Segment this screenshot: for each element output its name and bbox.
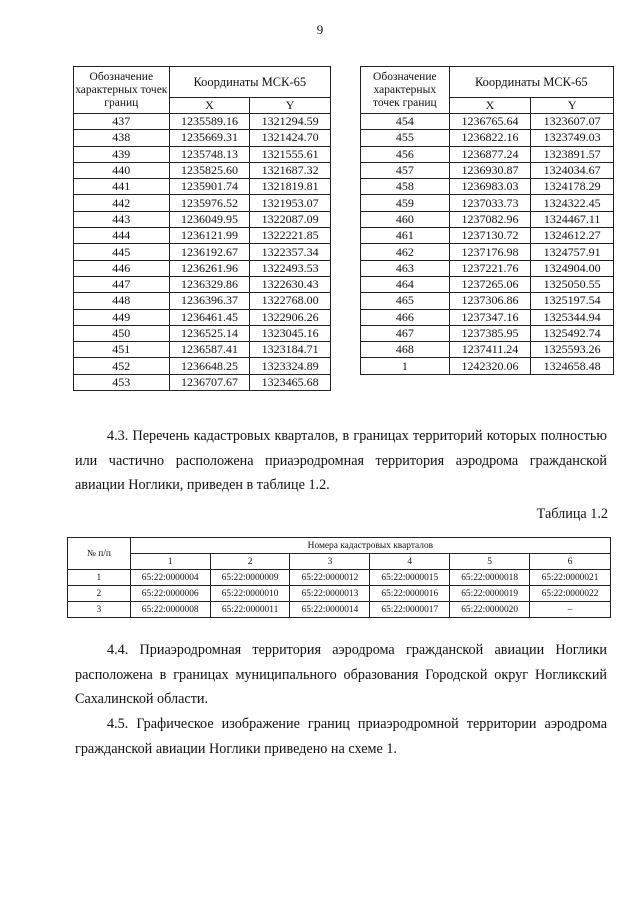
- cell-cadastral-number: 65:22:0000011: [210, 602, 290, 618]
- cell-x: 1237176.98: [449, 244, 531, 260]
- cell-point: 455: [361, 130, 450, 146]
- header-point-label: Обозначение характерных точек границ: [361, 67, 450, 114]
- cell-y: 1322768.00: [250, 293, 331, 309]
- table-caption: Таблица 1.2: [536, 506, 608, 522]
- table-row: [74, 276, 331, 292]
- cell-point: 467: [361, 325, 450, 341]
- table-row: [68, 586, 611, 602]
- cell-x: 1237411.24: [449, 342, 531, 358]
- table-row: [361, 260, 614, 276]
- coordinates-table-left: [73, 66, 331, 391]
- cell-y: 1325492.74: [531, 325, 614, 341]
- cell-x: 1236587.41: [169, 342, 250, 358]
- table-row: [74, 130, 331, 146]
- table-row: [361, 293, 614, 309]
- cell-cadastral-number: 65:22:0000017: [370, 602, 450, 618]
- header-point-label: Обозначение характерных точек границ: [74, 67, 170, 114]
- cell-cadastral-number: 65:22:0000016: [370, 586, 450, 602]
- cell-point: 448: [74, 293, 170, 309]
- table-row: [74, 195, 331, 211]
- table-row: [361, 146, 614, 162]
- cell-x: 1235669.31: [169, 130, 250, 146]
- cell-row-number: 1: [68, 570, 131, 586]
- table-row: [361, 358, 614, 374]
- table-row: [74, 146, 331, 162]
- cell-point: 461: [361, 228, 450, 244]
- cell-cadastral-number: 65:22:0000021: [530, 570, 611, 586]
- cell-point: 452: [74, 358, 170, 374]
- cell-y: 1325344.94: [531, 309, 614, 325]
- table-row: [361, 325, 614, 341]
- cell-cadastral-number: 65:22:0000020: [450, 602, 530, 618]
- cell-point: 442: [74, 195, 170, 211]
- cell-x: 1237033.73: [449, 195, 531, 211]
- cell-point: 454: [361, 114, 450, 130]
- table-row: [74, 179, 331, 195]
- paragraph-4-4: [75, 638, 607, 712]
- cell-point: 464: [361, 276, 450, 292]
- cell-cadastral-number: 65:22:0000009: [210, 570, 290, 586]
- table-row: [74, 114, 331, 130]
- header-cadastral-numbers: Номера кадастровых кварталов: [130, 538, 610, 554]
- header-col-2: 2: [210, 554, 290, 570]
- cell-y: 1323749.03: [531, 130, 614, 146]
- cell-y: 1325593.26: [531, 342, 614, 358]
- table-row: [361, 195, 614, 211]
- header-coordinates: Координаты МСК-65: [449, 67, 613, 98]
- table-row: [74, 293, 331, 309]
- cell-cadastral-number: 65:22:0000022: [530, 586, 611, 602]
- cell-x: 1237221.76: [449, 260, 531, 276]
- paragraph-4-3: [75, 424, 607, 498]
- header-col-4: 4: [370, 554, 450, 570]
- cell-x: 1236261.96: [169, 260, 250, 276]
- table-row: [361, 130, 614, 146]
- cadastral-blocks-table: [67, 537, 611, 618]
- cell-point: 457: [361, 162, 450, 178]
- cell-x: 1235825.60: [169, 162, 250, 178]
- table-row: [361, 228, 614, 244]
- cell-y: 1324658.48: [531, 358, 614, 374]
- cell-x: 1236707.67: [169, 374, 250, 390]
- cell-point: 437: [74, 114, 170, 130]
- cell-point: 463: [361, 260, 450, 276]
- header-x: X: [449, 98, 531, 114]
- cell-y: 1322357.34: [250, 244, 331, 260]
- paragraph-4-3-end: гражданской авиации Ноглики, приведен в таблице 1.2.: [75, 452, 608, 493]
- cell-cadastral-number: 65:22:0000010: [210, 586, 290, 602]
- cell-x: 1235976.52: [169, 195, 250, 211]
- cell-cadastral-number: 65:22:0000013: [290, 586, 370, 602]
- cell-y: 1323184.71: [250, 342, 331, 358]
- cell-cadastral-number: 65:22:0000012: [290, 570, 370, 586]
- cell-y: 1321687.32: [250, 162, 331, 178]
- cell-y: 1323465.68: [250, 374, 331, 390]
- table-row: [361, 179, 614, 195]
- cell-x: 1237082.96: [449, 211, 531, 227]
- table-row: [361, 276, 614, 292]
- header-y: Y: [250, 98, 331, 114]
- cell-y: 1321294.59: [250, 114, 331, 130]
- header-row-number: № п/п: [68, 538, 131, 570]
- cell-x: 1236930.87: [449, 162, 531, 178]
- cell-cadastral-number: 65:22:0000018: [450, 570, 530, 586]
- cell-x: 1236765.64: [449, 114, 531, 130]
- cell-point: 458: [361, 179, 450, 195]
- paragraph-4-5: [75, 712, 607, 761]
- cell-y: 1324034.67: [531, 162, 614, 178]
- cell-point: 447: [74, 276, 170, 292]
- cell-x: 1237265.06: [449, 276, 531, 292]
- cell-x: 1236983.03: [449, 179, 531, 195]
- cell-y: 1325197.54: [531, 293, 614, 309]
- cell-y: 1322087.09: [250, 211, 331, 227]
- cell-y: 1323891.57: [531, 146, 614, 162]
- cell-x: 1236648.25: [169, 358, 250, 374]
- cell-y: 1325050.55: [531, 276, 614, 292]
- cell-point: 449: [74, 309, 170, 325]
- cell-y: 1322493.53: [250, 260, 331, 276]
- table-row: [74, 211, 331, 227]
- cell-point: 438: [74, 130, 170, 146]
- cell-y: 1324904.00: [531, 260, 614, 276]
- cell-cadastral-number: 65:22:0000004: [130, 570, 210, 586]
- cell-y: 1322906.26: [250, 309, 331, 325]
- cell-x: 1236877.24: [449, 146, 531, 162]
- cell-point: 441: [74, 179, 170, 195]
- cell-x: 1237130.72: [449, 228, 531, 244]
- cell-point: 460: [361, 211, 450, 227]
- cell-point: 445: [74, 244, 170, 260]
- table-row: [361, 309, 614, 325]
- paragraph-4-5-text: 4.5. Графическое изображение границ приаэродромной территории: [107, 716, 537, 732]
- header-y: Y: [531, 98, 614, 114]
- cell-x: 1236461.45: [169, 309, 250, 325]
- page-number: 9: [316, 22, 324, 37]
- table-row: [74, 374, 331, 390]
- cell-x: 1236396.37: [169, 293, 250, 309]
- header-col-3: 3: [290, 554, 370, 570]
- cell-y: 1323045.16: [250, 325, 331, 341]
- cell-point: 1: [361, 358, 450, 374]
- cell-x: 1236329.86: [169, 276, 250, 292]
- table-row: [361, 114, 614, 130]
- table-row: [68, 570, 611, 586]
- cell-point: 444: [74, 228, 170, 244]
- cell-y: 1321953.07: [250, 195, 331, 211]
- coordinates-table-right: [360, 66, 614, 375]
- cell-x: 1236192.67: [169, 244, 250, 260]
- cell-point: 440: [74, 162, 170, 178]
- cell-x: 1242320.06: [449, 358, 531, 374]
- paragraph-4-4-text: 4.4. Приаэродромная территория аэродрома гражданской авиации Ноглики расположена в границах муниципального образования Городской округ: [75, 642, 607, 683]
- cell-y: 1323607.07: [531, 114, 614, 130]
- table-row: [74, 260, 331, 276]
- cell-point: 451: [74, 342, 170, 358]
- paragraph-4-5-end: аэродрома гражданской авиации Ноглики приведено на схеме 1.: [75, 716, 607, 757]
- cell-row-number: 3: [68, 602, 131, 618]
- cell-x: 1237347.16: [449, 309, 531, 325]
- cell-cadastral-number: 65:22:0000008: [130, 602, 210, 618]
- cell-y: 1323324.89: [250, 358, 331, 374]
- cell-cadastral-number: 65:22:0000019: [450, 586, 530, 602]
- cell-x: 1237306.86: [449, 293, 531, 309]
- table-row: [74, 309, 331, 325]
- cell-point: 439: [74, 146, 170, 162]
- cell-x: 1235748.13: [169, 146, 250, 162]
- cell-y: 1321424.70: [250, 130, 331, 146]
- header-x: X: [169, 98, 250, 114]
- cell-point: 443: [74, 211, 170, 227]
- cell-y: 1324612.27: [531, 228, 614, 244]
- paragraph-4-3-text: 4.3. Перечень кадастровых кварталов, в границах территорий которых полностью или частично расположена приаэродромная территория аэродрома: [75, 428, 607, 469]
- cell-y: 1324322.45: [531, 195, 614, 211]
- cell-x: 1236822.16: [449, 130, 531, 146]
- table-row: [74, 342, 331, 358]
- cell-point: 465: [361, 293, 450, 309]
- cell-cadastral-number: 65:22:0000014: [290, 602, 370, 618]
- table-row: [361, 342, 614, 358]
- table-row: [361, 211, 614, 227]
- header-coordinates: Координаты МСК-65: [169, 67, 330, 98]
- cell-y: 1322630.43: [250, 276, 331, 292]
- cell-y: 1322221.85: [250, 228, 331, 244]
- cell-cadastral-number: 65:22:0000015: [370, 570, 450, 586]
- cell-cadastral-number: –: [530, 602, 611, 618]
- table-row: [361, 244, 614, 260]
- header-col-1: 1: [130, 554, 210, 570]
- cell-x: 1235901.74: [169, 179, 250, 195]
- cell-y: 1321555.61: [250, 146, 331, 162]
- cell-point: 468: [361, 342, 450, 358]
- cell-x: 1235589.16: [169, 114, 250, 130]
- cell-x: 1236049.95: [169, 211, 250, 227]
- cell-point: 446: [74, 260, 170, 276]
- paragraph-4-4-end: Ногликский Сахалинской области.: [75, 666, 608, 707]
- cell-row-number: 2: [68, 586, 131, 602]
- cell-y: 1324757.91: [531, 244, 614, 260]
- table-row: [361, 162, 614, 178]
- cell-point: 456: [361, 146, 450, 162]
- cell-point: 462: [361, 244, 450, 260]
- cell-y: 1321819.81: [250, 179, 331, 195]
- cell-point: 453: [74, 374, 170, 390]
- cell-y: 1324467.11: [531, 211, 614, 227]
- table-row: [74, 358, 331, 374]
- cell-x: 1236525.14: [169, 325, 250, 341]
- cell-x: 1237385.95: [449, 325, 531, 341]
- table-row: [74, 325, 331, 341]
- table-row: [74, 244, 331, 260]
- header-col-5: 5: [450, 554, 530, 570]
- cell-point: 459: [361, 195, 450, 211]
- table-row: [68, 602, 611, 618]
- table-row: [74, 228, 331, 244]
- cell-point: 466: [361, 309, 450, 325]
- cell-point: 450: [74, 325, 170, 341]
- table-row: [74, 162, 331, 178]
- cell-x: 1236121.99: [169, 228, 250, 244]
- header-col-6: 6: [530, 554, 611, 570]
- cell-cadastral-number: 65:22:0000006: [130, 586, 210, 602]
- cell-y: 1324178.29: [531, 179, 614, 195]
